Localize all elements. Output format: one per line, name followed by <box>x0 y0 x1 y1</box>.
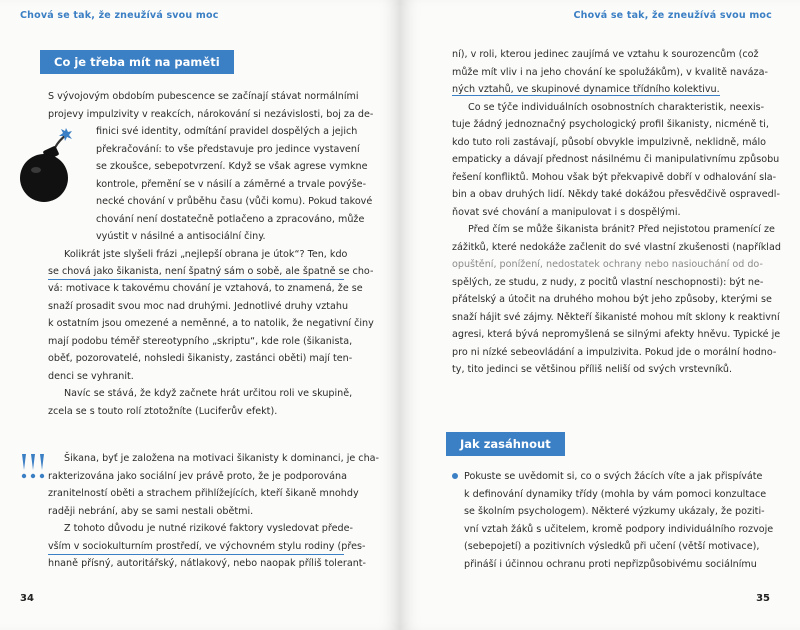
text-line: ňovat své chování a manipulovat i s dospělými. <box>452 206 681 218</box>
bullet-icon <box>452 473 458 479</box>
section-title-intervene: Jak zasáhnout <box>446 432 565 456</box>
left-text-block-2 <box>48 450 380 572</box>
text-line: chování není dostatečně potlačeno a zpracováno, může <box>96 213 365 225</box>
text-line: k definování dynamiky třídy (mohla by vám pomoci konzultace <box>464 488 767 500</box>
text-line: denci se vyhranit. <box>48 370 134 382</box>
text-line: rakterizována jako sociální jev právě proto, že je podporována <box>48 470 347 482</box>
text-line: vá: motivace k takovému chování je vztahová, to znamená, že se <box>48 283 363 294</box>
right-text-block-1 <box>452 46 781 379</box>
text-line: se zkoušce, sebepotvrzení. Když se však agrese vymkne <box>96 161 368 172</box>
text-line: Kolikrát jste slyšeli frázi „nejlepší obrana je útok“? Ten, kdo <box>64 248 348 260</box>
text-line: projevy impulzivity v reakcích, nárokování si nezávislosti, boj za de- <box>48 108 374 120</box>
text-line: finici své identity, odmítání pravidel dospělých a jejich <box>96 126 358 137</box>
running-header-left: Chová se tak, že zneužívá svou moc <box>20 10 219 21</box>
text-line: Před čím se může šikanista bránit? Před nejistotou pramenící ze <box>468 224 775 235</box>
text-line: Pokuste se uvědomit si, co o svých žácích víte a jak přispíváte <box>464 471 763 482</box>
text-line: přináší i účinnou ochranu proti nepřizpůsobivému sociálnímu <box>464 558 757 570</box>
text-line: překračování: to vše představuje pro jedince vystavení <box>96 143 360 155</box>
text-line: kontrole, přemění se v násilí a záměrné a trvale povýše- <box>96 178 367 190</box>
text-line: zcela se s touto rolí ztotožníte (Luciferův efekt). <box>48 405 278 417</box>
right-text-block-2 <box>452 468 774 573</box>
text-line: snaží hájit své zájmy. Někteří šikanisté mohou mít sklony k reaktivní <box>452 311 780 323</box>
text-line: řešení konfliktů. Mohou však být překvapivě dobří v odhalování sla- <box>452 171 777 183</box>
text-line: Navíc se stává, že když začnete hrát určitou roli ve skupině, <box>64 388 353 399</box>
text-line: pro ni nízké sebeovládání a impulzivita. Pokud jde o morální hodno- <box>452 346 777 358</box>
text-line: snaží prosadit svou moc nad druhými. Jednotlivé druhy vztahu <box>48 300 349 312</box>
text-line: zranitelností oběti a strachem přihlížejících, kteří šikaně mnohdy <box>48 488 359 499</box>
text-line: empaticky a dávají přednost násilnému či manipulativnímu způsobu <box>452 154 780 165</box>
text-line: spělých, ze studu, z nudy, z pocitů vlastní neschopnosti): být ne- <box>452 276 764 288</box>
page-number-right: 35 <box>756 593 770 604</box>
text-line: tuje žádný jednoznačný psychologický profil šikanisty, nicméně ti, <box>452 119 769 130</box>
exclamation-icon <box>18 452 48 480</box>
text-line: Z tohoto důvodu je nutné rizikové faktory vysledovat přede- <box>64 523 353 534</box>
text-line: se školním psychologem). Některé výzkumy ukázaly, že poziti- <box>464 506 765 517</box>
text-line: ní), v roli, kterou jedinec zaujímá ve vztahu k sourozencům (což <box>452 49 759 60</box>
text-line: raději nebrání, aby se sami nestali obětmi. <box>48 505 254 517</box>
text-line: Co se týče individuálních osobnostních charakteristik, neexis- <box>468 101 765 113</box>
text-line: ty, tito jedinci se většinou příliš neliší od svých vrstevníků. <box>452 364 733 375</box>
text-line: mají podobu téměř stereotypního „skriptu“, kde role (šikanista, <box>48 335 353 347</box>
text-line: hnaně přísný, autoritářský, nátlakový, nebo naopak příliš tolerant- <box>48 557 367 569</box>
text-line-highlighted: vším v sociokulturním prostředí, ve výchovném stylu rodiny (přes- <box>48 538 344 555</box>
left-text-block-1 <box>48 88 374 420</box>
running-header-right: Chová se tak, že zneužívá svou moc <box>573 10 772 21</box>
right-page <box>400 0 800 630</box>
text-line: S vývojovým obdobím pubescence se začínají stávat normálními <box>48 91 359 102</box>
text-line: oběť, pozorovatelé, nohsledi šikanisty, zastánci oběti) mají ten- <box>48 353 353 364</box>
text-line: kdo tuto roli zastávají, působí obvykle impulzivně, neklidně, málo <box>452 136 767 148</box>
text-line-highlighted: ných vztahů, ve skupinové dynamice třídního kolektivu. <box>452 84 720 95</box>
text-line-highlighted: se chová jako šikanista, není špatný sám o sobě, ale špatně se cho- <box>48 263 344 280</box>
text-line: vní vztah žáků s učitelem, kromě podpory individuálního rozvoje <box>464 523 774 535</box>
text-line: vyústit v násilné a antisociální činy. <box>96 231 266 242</box>
text-line: může mít vliv i na jeho chování ke spolužákům), v kvalitě naváza- <box>452 66 768 78</box>
text-line: necké chování v průběhu času (vůči komu). Pokud takové <box>96 196 373 207</box>
text-line: přátelský a útočit na druhého mohou být jeho způsoby, kterými se <box>452 294 772 305</box>
page-number-left: 34 <box>20 593 34 604</box>
text-line: zážitků, které nedokáže začlenit do své vlastní zkušenosti (například <box>452 241 781 253</box>
text-line: Šikana, byť je založena na motivaci šikanisty k dominanci, je cha- <box>64 453 380 464</box>
section-title-remember: Co je třeba mít na paměti <box>40 50 234 74</box>
text-line: bin a obav druhých lidí. Někdy také dokážou přesvědčivě ospravedl- <box>452 189 780 200</box>
text-line: k ostatním jsou omezené a neměnné, a to natolik, že negativní činy <box>48 318 374 329</box>
text-line: opuštění, ponížení, nedostatek ochrany nebo nasiouchání od do- <box>452 259 763 270</box>
text-line: (sebepojetí) a pozitivních výsledků při učení (větší motivace), <box>464 541 760 552</box>
text-line: agresi, která bývá nepromyšlená se silnými afekty hněvu. Typické je <box>452 329 781 340</box>
